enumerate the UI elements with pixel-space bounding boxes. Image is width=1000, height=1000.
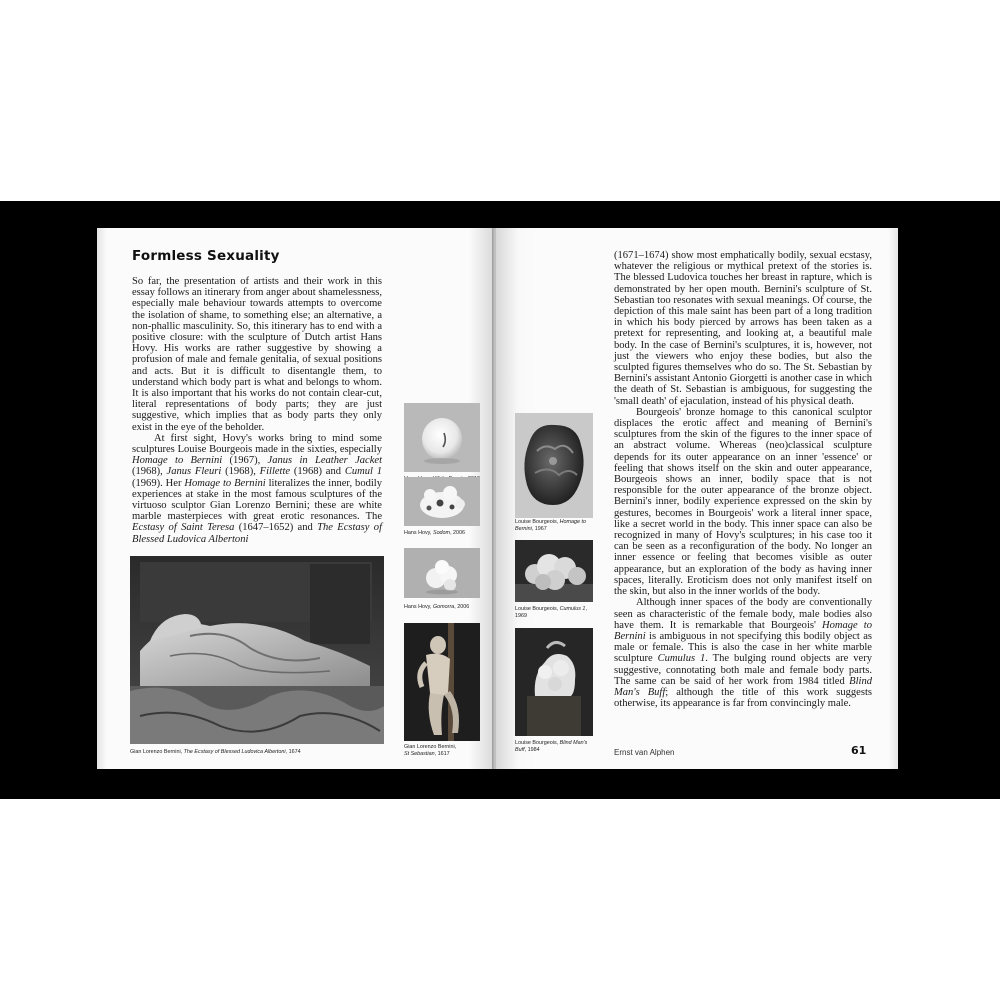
caption-gomorra: Hans Hovy, Gomorra, 2006 xyxy=(404,604,470,610)
right-paragraph-3: Although inner spaces of the body are conventionally seen as characteristic of the female body, male bodies also have them. It is remarkable that Bourgeois' Homage to Bernini is ambiguous in not specifying this bodily object as male or female. This is also the case in her white marble sculpture Cumulus 1. The bulging round objects are very suggestive, connotating both male and female body parts. The same can be said of her work from 1984 titled Blind Man's Buff; although the title of this work suggests otherwise, its appearance is far from convincingly male. xyxy=(614,597,873,710)
photo-ludovica-albertoni xyxy=(130,556,384,744)
page-number: 61 xyxy=(851,744,867,757)
photo-sodom xyxy=(404,477,480,526)
right-page xyxy=(496,228,898,769)
caption-blind-mans-buff: Louise Bourgeois, Blind Man's Buff, 1984 xyxy=(515,740,588,753)
left-page xyxy=(97,228,493,769)
left-body-text xyxy=(132,276,382,545)
left-paragraph-2: At first sight, Hovy's works bring to mind some sculptures Louise Bourgeois made in the sixties, especially Homage to Bernini (1967), Janus in Leather Jacket (1968), Janus Fleuri (1968), Fillette (1968) and Cumul 1 (1969). Her Homage to Bernini literalizes the inner, bodily experiences at stake in the most famous sculptures of the virtuoso sculptor Gian Lorenzo Bernini; these are white marble masterpieces with great erotic resonances. The Ecstasy of Saint Teresa (1647–1652) and The Ecstasy of Blessed Ludovica Albertoni xyxy=(132,432,382,545)
photo-cumulus-1 xyxy=(515,540,593,602)
caption-homage-to-bernini: Louise Bourgeois, Homage to Bernini, 1967 xyxy=(515,519,587,532)
photo-gomorra xyxy=(404,548,480,598)
photo-white-beauty xyxy=(404,403,480,472)
footer-author: Ernst van Alphen xyxy=(614,748,675,757)
photo-st-sebastian xyxy=(404,623,480,741)
caption-cumulus-1: Louise Bourgeois, Cumulus 1, 1969 xyxy=(515,606,587,619)
left-paragraph-1: So far, the presentation of artists and their work in this essay follows an itinerary from anger about shamelessness, especially male behaviour towards attempts to overcome the isolation of shame, to something else; an alternative, a non-phallic masculinity. So, this itinerary has to end with a positive closure: with the sculpture of Dutch artist Hans Hovy. His works are rather suggestive by showing a profusion of male and female genitalia, of sexual positions and acts. But it is difficult to disentangle them, to understand which body part is what and belongs to whom. It is also important that his works do not contain clear-cut, literal representations of body parts; they are just suggestive, which implies that as body parts they only exist in the eye of the beholder. xyxy=(132,276,382,433)
caption-sodom: Hans Hovy, Sodom, 2006 xyxy=(404,530,466,536)
section-heading: Formless Sexuality xyxy=(132,248,280,264)
right-paragraph-2: Bourgeois' bronze homage to this canonical sculptor displaces the erotic affect and meaning of Bernini's sculptures from the skin of the figures to the inner space of an abstract volume. Whereas (neo)classical sculpture depends for its outer appearance on an inner 'essence' or feeling that shows itself on the skin and outer appearance, Bourgeois shows an inner, bodily space that is not responsible for the outer appearance of the bronze object. Bernini's inner, bodily experience expressed on the skin by gestures, becomes in Bourgeois' work a literal inner space, like a secret world in the body. This inner space can also be recognized in many of Hovy's sculptures; in his case too it can be seen as a reconfiguration of the body. No longer an inner essence or feeling that becomes visible as outer appearance, but an exploration of the body as having inner spaces, literally. Eroticism does not only manifest itself on the skin, but also in the inner worlds of the body. xyxy=(614,406,872,598)
right-paragraph-1: (1671–1674) show most emphatically bodily, sexual ecstasy, whatever the religious or mythical pretext of the stories is. The blessed Ludovica touches her breast in rapture, which is demonstrated by her open mouth. Bernini's sculpture of St. Sebastian too resonates with sexual meanings. Of course, the depiction of this male saint has been part of a long tradition in which his body pierced by arrows has been taken as a pretext for representing, and looking at, a beautiful male body. In the case of Bernini's sculptures, it is, however, not just the viewers who enjoy these bodies, but also the sculpted figures themselves who do so. The St. Sebastian by Bernini's assistant Antonio Giorgetti is another case in which the death of St. Sebastian is ambiguous, for suggesting the 'small death' of ejaculation, instead of his physical death. xyxy=(614,250,872,407)
photo-blind-mans-buff xyxy=(515,628,593,736)
caption-st-sebastian: Gian Lorenzo Bernini, St Sebastian, 1617 xyxy=(404,744,457,757)
photo-homage-to-bernini xyxy=(515,413,593,518)
caption-ludovica-albertoni: Gian Lorenzo Bernini, The Ecstasy of Blessed Ludovica Albertoni, 1674 xyxy=(130,749,301,755)
right-body-text xyxy=(614,250,872,709)
